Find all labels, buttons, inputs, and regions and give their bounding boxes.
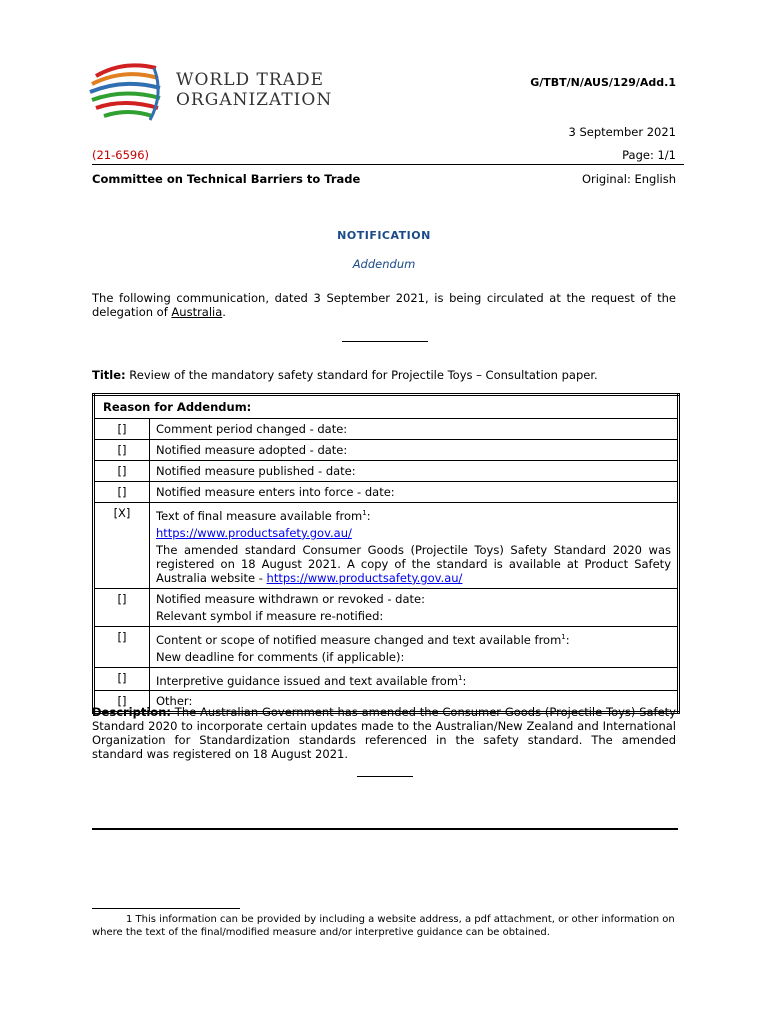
wto-logo — [84, 58, 344, 130]
footer-divider — [92, 828, 678, 830]
intro-paragraph — [92, 291, 676, 319]
wto-logo-icon — [84, 58, 174, 130]
reason-checkbox: [] — [94, 691, 150, 713]
measure-title — [92, 368, 676, 382]
reason-cell — [150, 588, 679, 626]
reason-detail — [156, 543, 671, 585]
reason-cell — [150, 503, 679, 589]
reason-text: Notified measure enters into force - date: — [150, 482, 679, 503]
intro-country: Australia — [171, 305, 223, 319]
title-label: Title: — [92, 368, 126, 382]
reason-line — [156, 526, 671, 540]
reason-suffix: : — [565, 632, 570, 647]
reason-text: Notified measure published - date: — [150, 461, 679, 482]
reason-checkbox: [] — [94, 461, 150, 482]
reason-suffix: : — [366, 508, 371, 523]
description-label: Description: — [92, 705, 171, 719]
footnote-divider — [92, 908, 240, 909]
table-row — [94, 588, 679, 626]
reason-text: Other: — [150, 691, 679, 713]
reason-checkbox: [] — [94, 482, 150, 503]
table-row — [94, 503, 679, 589]
committee-name: Committee on Technical Barriers to Trade — [92, 172, 361, 186]
reason-detail-text: The amended standard Consumer Goods (Projectile Toys) Safety Standard 2020 was registered on 18 August 2021. A copy of the standard is available at Product Safety Australia website - — [156, 542, 671, 585]
reason-subtext: Relevant symbol if measure re-notified: — [156, 608, 384, 623]
product-safety-link-2[interactable]: https://www.productsafety.gov.au/ — [266, 570, 463, 585]
org-name-line2: ORGANIZATION — [176, 90, 333, 110]
intro-text: The following communication, dated 3 September 2021, is being circulated at the request of the delegation of — [92, 291, 676, 319]
reason-checkbox: [] — [94, 667, 150, 691]
reason-checkbox: [] — [94, 588, 150, 626]
description-text: The Australian Government has amended the Consumer Goods (Projectile Toys) Safety Standard 2020 to incorporate certain updates made to the Australian/New Zealand and International Organization for Standardization standards referenced in the safety standard. The amended standard was registered on 18 August 2021. — [92, 705, 676, 761]
reason-text: Content or scope of notified measure changed and text available from — [156, 632, 562, 647]
section-divider — [342, 341, 428, 342]
product-safety-link[interactable]: https://www.productsafety.gov.au/ — [156, 525, 352, 540]
reason-line — [156, 630, 671, 647]
table-row — [94, 482, 679, 503]
addendum-subheading: Addendum — [352, 257, 416, 271]
footnote-ref: 1 — [561, 632, 566, 641]
page-indicator: Page: 1/1 — [622, 148, 676, 162]
reason-text: Notified measure adopted - date: — [150, 440, 679, 461]
description-paragraph — [92, 705, 676, 761]
reason-text: Text of final measure available from — [156, 508, 363, 523]
table-row — [94, 626, 679, 667]
footnote-marker: 1 — [126, 914, 133, 925]
intro-suffix: . — [222, 305, 226, 319]
table-row — [94, 667, 679, 691]
header-divider — [92, 164, 684, 165]
footnote — [92, 913, 676, 939]
reason-text: Comment period changed - date: — [150, 419, 679, 440]
org-name-line1: WORLD TRADE — [176, 70, 324, 90]
reasons-header: Reason for Addendum: — [94, 395, 679, 419]
table-row — [94, 461, 679, 482]
title-text: Review of the mandatory safety standard for Projectile Toys – Consultation paper. — [125, 368, 598, 382]
end-divider — [357, 776, 413, 777]
reason-text: Notified measure withdrawn or revoked - date: — [156, 591, 425, 606]
reason-checkbox: [] — [94, 440, 150, 461]
reasons-header-row — [94, 395, 679, 419]
original-language: Original: English — [581, 172, 676, 186]
reason-checkbox: [] — [94, 626, 150, 667]
document-symbol: G/TBT/N/AUS/129/Add.1 — [530, 76, 676, 89]
notification-heading: NOTIFICATION — [337, 229, 431, 242]
reason-checkbox-checked: [X] — [94, 503, 150, 589]
reason-line — [156, 506, 671, 523]
footnote-ref: 1 — [362, 509, 367, 517]
reason-subtext: New deadline for comments (if applicable): — [156, 649, 405, 664]
footnote-ref: 1 — [458, 673, 463, 682]
table-row — [94, 440, 679, 461]
document-number: (21-6596) — [92, 148, 150, 162]
reason-cell — [150, 667, 679, 691]
reason-suffix: : — [462, 673, 467, 688]
table-row — [94, 419, 679, 440]
reason-cell — [150, 626, 679, 667]
footnote-text: This information can be provided by including a website address, a pdf attachment, or other information on where the text of the final/modified measure and/or interpretive guidance can be obtained. — [92, 914, 675, 938]
reason-text: Interpretive guidance issued and text available from — [156, 673, 459, 688]
reason-checkbox: [] — [94, 419, 150, 440]
document-date: 3 September 2021 — [568, 125, 676, 139]
reasons-table — [92, 393, 680, 714]
